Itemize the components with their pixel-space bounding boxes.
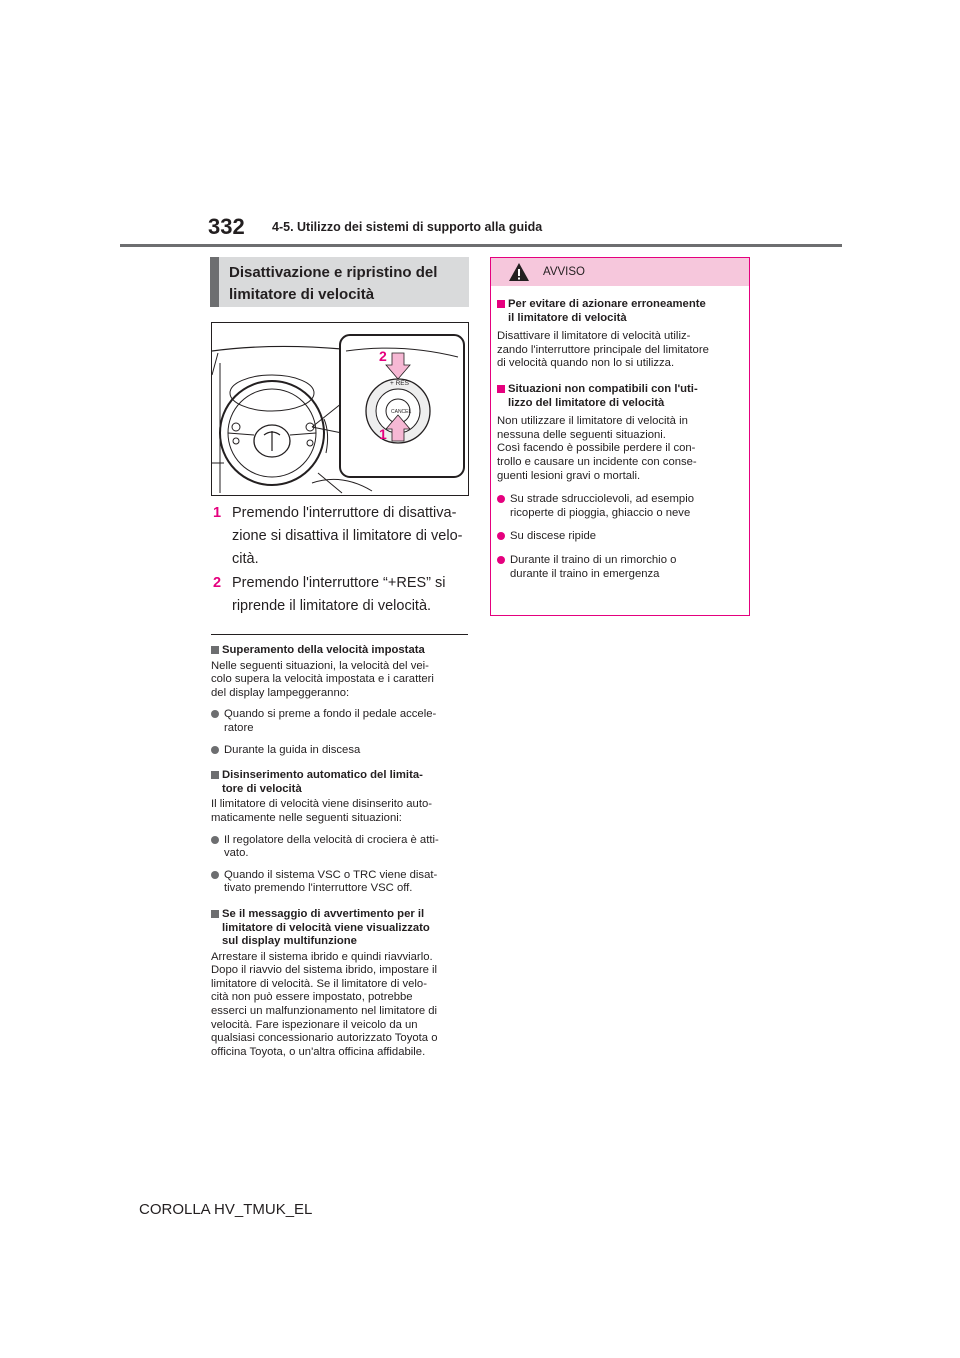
- step-1: [213, 502, 471, 571]
- text-line: Quando si preme a fondo il pedale accele-: [224, 708, 437, 721]
- text-line: Durante il traino di un rimorchio o: [510, 553, 677, 566]
- bullet-icon: [497, 532, 505, 540]
- step-text-line: cità.: [232, 551, 259, 567]
- res-label: + RES: [390, 380, 409, 387]
- text-line: limitatore di velocità viene visualizzato: [222, 921, 430, 934]
- text-line: Il limitatore di velocità viene disinserito auto-: [211, 798, 433, 811]
- bullet-icon: [211, 871, 219, 879]
- text-line: cità non può essere impostato, potrebbe: [211, 991, 413, 1004]
- step-text-line: riprende il limitatore di velocità.: [232, 598, 432, 614]
- text-line: lizzo del limitatore di velocità: [508, 396, 665, 409]
- warning-triangle-icon: [508, 262, 530, 282]
- text-line: qualsiasi concessionario autorizzato Toyota o: [211, 1032, 438, 1045]
- note-heading: [211, 908, 469, 949]
- text-line: trollo e causare un incidente con conse-: [497, 455, 697, 468]
- list-item: [211, 708, 469, 735]
- step-number: 1: [213, 505, 222, 521]
- text-line: Situazioni non compatibili con l'uti-: [508, 382, 698, 395]
- list-item: [211, 834, 469, 861]
- section-title-line: Disattivazione e ripristino del: [229, 264, 438, 281]
- list-item: [211, 869, 469, 896]
- text-line: Su strade sdrucciolevoli, ad esempio: [510, 493, 694, 506]
- text-line: Durante la guida in discesa: [224, 743, 361, 756]
- text-line: ricoperte di pioggia, ghiaccio o neve: [510, 506, 691, 519]
- text-line: zando l'interruttore principale del limitatore: [497, 343, 709, 356]
- text-line: nessuna delle seguenti situazioni.: [497, 428, 666, 441]
- bullet-icon: [497, 556, 505, 564]
- note-paragraph: [211, 798, 469, 825]
- cancel-label: CANCEL: [391, 409, 412, 415]
- text-line: Non utilizzare il limitatore di velocità in: [497, 415, 688, 428]
- footer-model: COROLLA HV_TMUK_EL: [139, 1201, 313, 1218]
- step-number: 2: [213, 575, 222, 591]
- step-text-line: Premendo l'interruttore di disattiva-: [232, 505, 457, 521]
- text-line: Dopo il riavvio del sistema ibrido, impostare il: [211, 964, 438, 977]
- warning-paragraph: [497, 415, 743, 483]
- text-line: limitatore di velocità. Se il limitatore di velo-: [211, 977, 427, 990]
- section-title-line: limitatore di velocità: [229, 286, 375, 303]
- bullet-icon: [497, 495, 505, 503]
- notes-column: [211, 638, 469, 1059]
- step-text-line: zione si disattiva il limitatore di velo-: [232, 528, 463, 544]
- text-line: di velocità quando non lo si utilizza.: [497, 357, 675, 370]
- warning-title: AVVISO: [543, 266, 585, 278]
- text-line: esserci un malfunzionamento nel limitatore di: [211, 1005, 438, 1018]
- warning-box: [490, 257, 750, 616]
- text-line: Per evitare di azionare erroneamente: [508, 298, 706, 310]
- section-header: 4-5. Utilizzo dei sistemi di supporto alla guida: [272, 220, 543, 234]
- list-item: [497, 554, 743, 581]
- note-heading: [211, 769, 469, 796]
- bullet-icon: [211, 710, 219, 718]
- text-line: velocità. Fare ispezionare il veicolo da un: [211, 1018, 418, 1031]
- step-text-line: Premendo l'interruttore “+RES” si: [232, 575, 446, 591]
- header-rule: [120, 244, 842, 247]
- text-line: guenti lesioni gravi o mortali.: [497, 469, 641, 482]
- warning-body: [491, 286, 749, 581]
- text-line: Disattivare il limitatore di velocità utiliz-: [497, 330, 691, 343]
- text-line: Quando il sistema VSC o TRC viene disat-: [224, 868, 438, 881]
- bullet-icon: [211, 746, 219, 754]
- text-line: Così facendo è possibile perdere il con-: [497, 442, 696, 455]
- page-number: 332: [208, 214, 245, 239]
- text-line: durante il traino in emergenza: [510, 567, 660, 580]
- text-line: vato.: [224, 847, 249, 860]
- section-divider: [211, 634, 468, 635]
- note-paragraph: [211, 660, 469, 701]
- callout-2: 2: [379, 348, 387, 364]
- text-line: sul display multifunzione: [222, 935, 357, 948]
- text-line: ratore: [224, 721, 254, 734]
- warning-heading: [497, 298, 743, 325]
- text-line: tivato premendo l'interruttore VSC off.: [224, 882, 413, 895]
- text-line: Il regolatore della velocità di crociera è atti-: [224, 833, 439, 846]
- text-line: Nelle seguenti situazioni, la velocità del vei-: [211, 659, 429, 672]
- steering-wheel-illustration: [211, 322, 469, 496]
- text-line: Arrestare il sistema ibrido e quindi riavviarlo.: [211, 950, 433, 963]
- section-title: [210, 257, 469, 307]
- warning-paragraph: [497, 330, 743, 371]
- text-line: Disinserimento automatico del limita-: [222, 769, 423, 782]
- text-line: colo supera la velocità impostata e i caratteri: [211, 673, 434, 686]
- text-line: il limitatore di velocità: [508, 311, 627, 324]
- callout-1: 1: [379, 426, 387, 442]
- step-2: [213, 572, 471, 618]
- steering-switch-drawing: [212, 323, 468, 495]
- warning-header: [491, 258, 749, 286]
- note-paragraph: [211, 951, 469, 1060]
- bullet-icon: [211, 836, 219, 844]
- text-line: Su discese ripide: [510, 530, 597, 543]
- text-line: Se il messaggio di avvertimento per il: [222, 907, 425, 920]
- text-line: tore di velocità: [222, 782, 302, 795]
- warning-heading: [497, 383, 743, 410]
- note-heading: Superamento della velocità impostata: [211, 644, 469, 658]
- text-line: officina Toyota, o un'altra officina affidabile.: [211, 1045, 426, 1058]
- list-item: [211, 744, 469, 758]
- list-item: [497, 493, 743, 520]
- text-line: del display lampeggeranno:: [211, 686, 350, 699]
- list-item: [497, 530, 743, 544]
- text-line: maticamente nelle seguenti situazioni:: [211, 811, 402, 824]
